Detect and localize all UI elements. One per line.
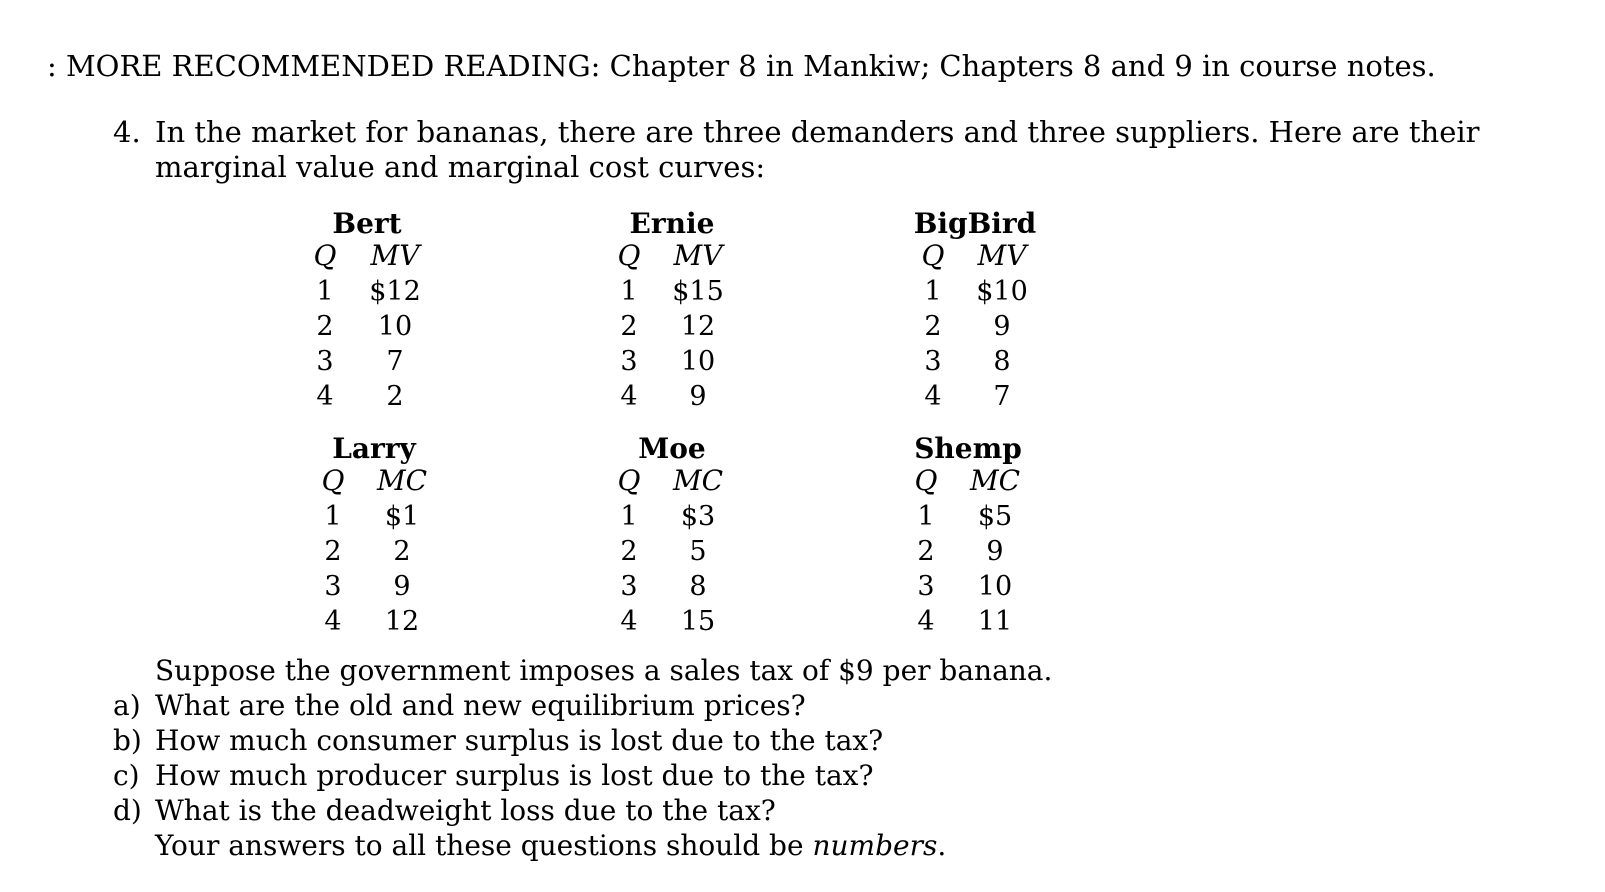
part-text-a: What are the old and new equilibrium prices? [155,689,806,722]
tax-statement: Suppose the government imposes a sales tax of $9 per banana. [155,654,1053,687]
table-cell-q: 3 [620,571,638,602]
table-cell-q: 1 [324,501,342,532]
part-text-b: How much consumer surplus is lost due to the tax? [155,724,884,757]
table-cell-value: 7 [386,346,404,377]
table-cell-q: 2 [917,536,935,567]
table-cell-q: 1 [917,501,935,532]
table-cell-q: 1 [620,501,638,532]
reading-header: : MORE RECOMMENDED READING: Chapter 8 in Mankiw; Chapters 8 and 9 in course notes. [47,49,1436,83]
part-label-d: d) [113,794,142,827]
table-cell-value: 10 [377,311,413,342]
table-cell-value: 12 [384,606,420,637]
table-title: Moe [638,432,706,465]
table-cell-q: 4 [620,381,638,412]
table-cell-value: 11 [977,606,1013,637]
table-cell-q: 3 [316,346,334,377]
quantity-header: Q [914,464,938,497]
table-cell-value: 9 [689,381,707,412]
table-cell-value: $3 [680,501,716,532]
table-title: Shemp [914,432,1022,465]
closing-emphasis: numbers [812,829,938,862]
closing-note [155,829,947,862]
table-title: Ernie [629,207,715,240]
table-cell-value: 2 [386,381,404,412]
table-cell-value: 5 [689,536,707,567]
value-header: MV [370,239,420,272]
table-cell-q: 1 [620,276,638,307]
table-cell-value: $15 [672,276,724,307]
table-title: BigBird [913,207,1037,240]
question-text-line-1: In the market for bananas, there are three demanders and three suppliers. Here are their [155,115,1480,149]
table-cell-value: 10 [680,346,716,377]
part-label-a: a) [113,689,141,722]
closing-suffix: . [937,829,947,862]
table-cell-value: 12 [680,311,716,342]
table-cell-value: $12 [369,276,421,307]
table-cell-q: 2 [324,536,342,567]
quantity-header: Q [617,464,641,497]
table-cell-value: 8 [689,571,707,602]
quantity-header: Q [313,239,337,272]
part-text-c: How much producer surplus is lost due to the tax? [155,759,874,792]
table-title: Bert [332,207,402,240]
table-cell-q: 1 [924,276,942,307]
table-cell-q: 3 [324,571,342,602]
cost-header: MC [969,464,1021,497]
part-label-c: c) [113,759,140,792]
table-cell-q: 3 [917,571,935,602]
value-header: MV [673,239,723,272]
part-text-d: What is the deadweight loss due to the tax? [155,794,776,827]
table-cell-q: 4 [316,381,334,412]
table-cell-q: 4 [620,606,638,637]
question-text-line-2: marginal value and marginal cost curves: [155,150,766,184]
table-cell-q: 3 [924,346,942,377]
quantity-header: Q [321,464,345,497]
table-cell-q: 4 [917,606,935,637]
table-cell-value: 10 [977,571,1013,602]
table-cell-q: 2 [924,311,942,342]
table-cell-value: 15 [680,606,716,637]
table-cell-value: 2 [393,536,411,567]
value-header: MV [977,239,1027,272]
table-cell-value: $10 [976,276,1028,307]
table-cell-value: 8 [993,346,1011,377]
table-cell-q: 2 [620,311,638,342]
table-cell-value: 9 [993,311,1011,342]
table-cell-q: 1 [316,276,334,307]
table-cell-q: 4 [924,381,942,412]
quantity-header: Q [617,239,641,272]
table-cell-value: $1 [384,501,420,532]
closing-prefix: Your answers to all these questions should be [155,829,813,862]
table-cell-q: 2 [620,536,638,567]
table-cell-q: 3 [620,346,638,377]
table-title: Larry [332,432,416,465]
table-cell-value: 7 [993,381,1011,412]
cost-header: MC [376,464,428,497]
table-cell-value: $5 [977,501,1013,532]
part-label-b: b) [113,724,142,757]
table-cell-q: 2 [316,311,334,342]
table-cell-value: 9 [393,571,411,602]
question-number: 4. [113,115,141,149]
table-cell-value: 9 [986,536,1004,567]
cost-header: MC [672,464,724,497]
quantity-header: Q [921,239,945,272]
table-cell-q: 4 [324,606,342,637]
